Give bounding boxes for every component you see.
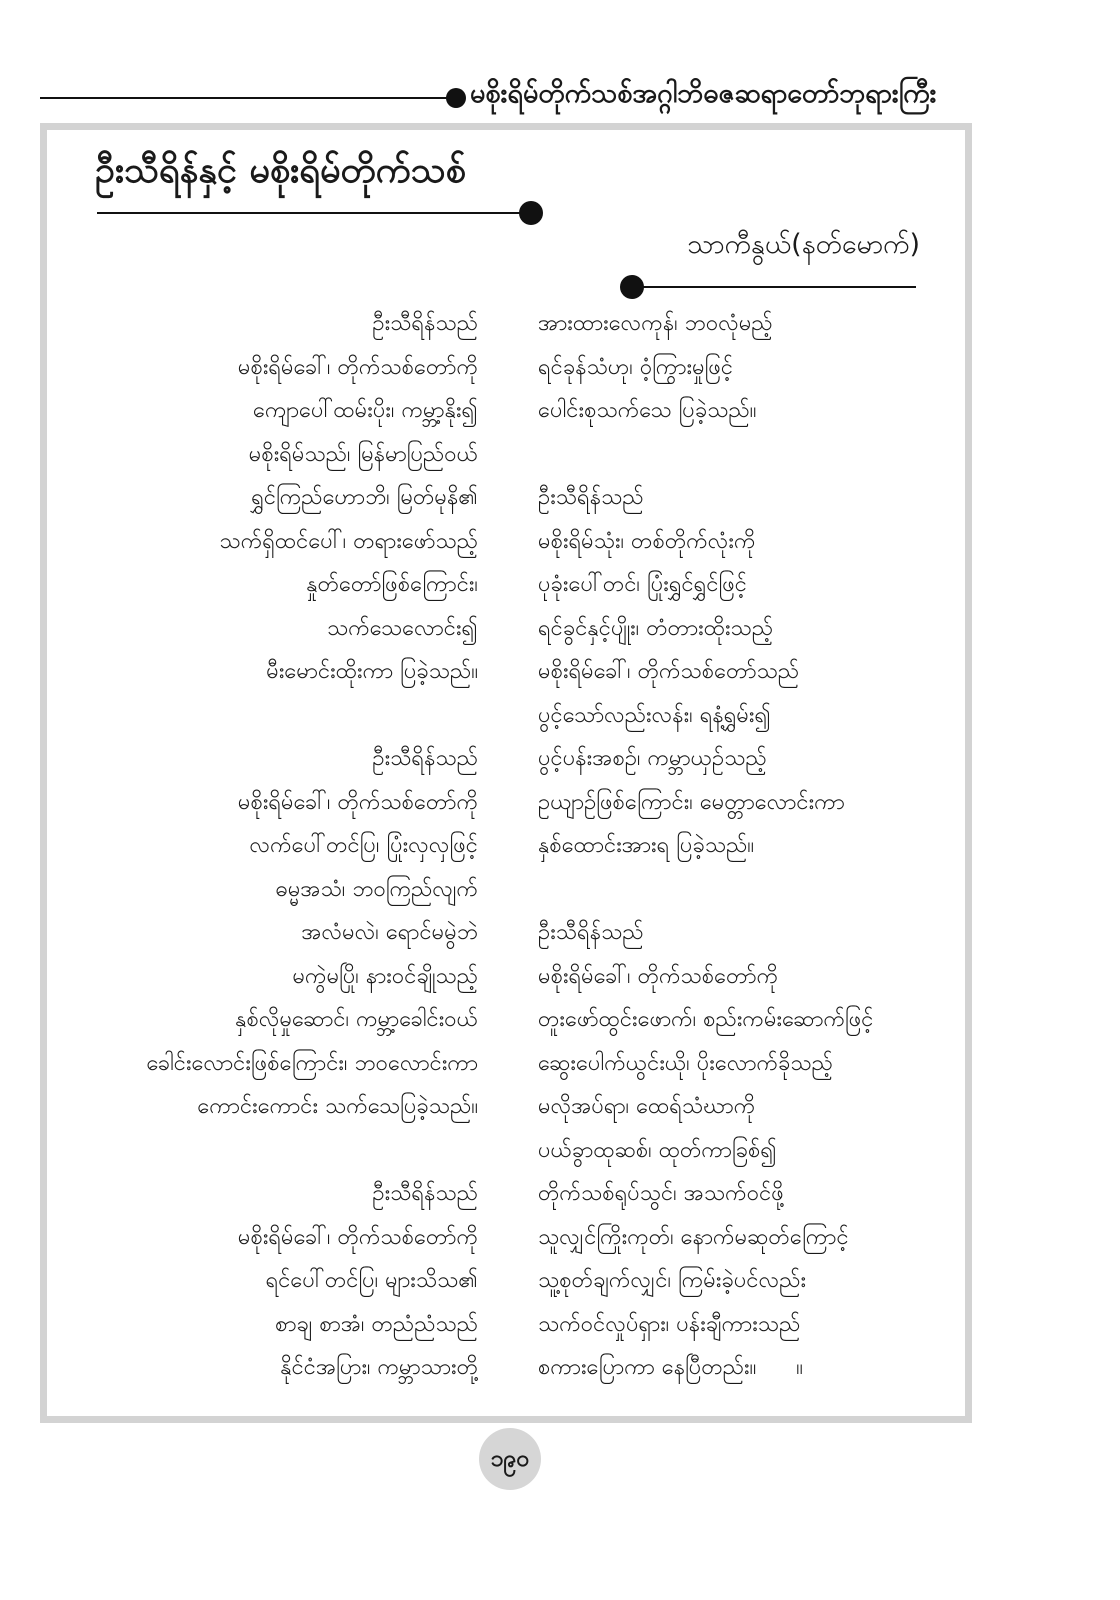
poem-line: မကွဲမပြို၊ နားဝင်ချိုသည့် bbox=[292, 963, 478, 989]
poem-end-mark: ။ bbox=[796, 1355, 803, 1380]
poem-line: စာချ စာအံ၊ တညံညံသည် bbox=[275, 1311, 478, 1337]
poem-line: ဓမ္မအသံ၊ ဘဝကြည်လျက် bbox=[275, 876, 478, 902]
title-underline bbox=[97, 212, 527, 214]
poem-line: မစိုးရိမ်ခေါ်၊ တိုက်သစ်တော်ကို bbox=[237, 354, 478, 380]
poem-line: သူ့စုတ်ချက်လျှင်၊ ကြမ်းခဲ့ပင်လည်း bbox=[538, 1268, 807, 1293]
poem-line: မစိုးရိမ်ခေါ်၊ တိုက်သစ်တော်သည် bbox=[538, 659, 800, 684]
poem-line: မစိုးရိမ်ခေါ်၊ တိုက်သစ်တော်ကို bbox=[538, 963, 779, 989]
poem-line: ဦးသီရိန်သည် bbox=[372, 1181, 478, 1206]
poem-line: ကောင်းကောင်း သက်သေပြခဲ့သည်။ bbox=[197, 1094, 478, 1119]
poem-line: ဦးသီရိန်သည် bbox=[372, 311, 478, 336]
stanza-break bbox=[60, 1129, 478, 1173]
poem-line: နိုင်ငံအပြား၊ ကမ္ဘာသားတို့ bbox=[280, 1355, 478, 1380]
stanza-break bbox=[60, 694, 478, 738]
poem-line: ရင်ပေါ်တင်ပြ၊ များသိသ၏ bbox=[265, 1268, 478, 1293]
poem-line: နှစ်လိုမှုဆောင်၊ ကမ္ဘာ့ခေါင်းဝယ် bbox=[235, 1007, 478, 1032]
stanza-break bbox=[538, 433, 948, 477]
poem-line: ရွှင်ကြည်ဟောဘိ၊ မြတ်မုနိ၏ bbox=[251, 485, 478, 510]
poem-line: ရင်ခုန်သံဟု၊ ဝံ့ကြွားမှုဖြင့် bbox=[538, 354, 734, 380]
poem-line: ခေါင်းလောင်းဖြစ်ကြောင်း၊ ဘဝလောင်းကာ bbox=[146, 1050, 478, 1076]
poem-line: သက်ရှိထင်ပေါ်၊ တရားဖော်သည့် bbox=[219, 528, 478, 554]
article-author: သာကီနွယ်(နတ်မောက်) bbox=[687, 229, 920, 260]
poem-line: အလံမလဲ၊ ရောင်မမွဲဘဲ bbox=[301, 920, 478, 945]
poem-line: ပွင့်ပန်းအစဉ်၊ ကမ္ဘာယှဉ်သည့် bbox=[538, 746, 767, 771]
title-bullet bbox=[519, 201, 543, 225]
poem-line: နှစ်ထောင်းအားရ ပြခဲ့သည်။ bbox=[538, 833, 755, 858]
poem-line: တိုက်သစ်ရုပ်သွင်၊ အသက်ဝင်ဖို့ bbox=[538, 1181, 784, 1206]
poem-line: မစိုးရိမ်သည်၊ မြန်မာပြည်ဝယ် bbox=[248, 441, 478, 467]
running-header-title: မစိုးရိမ်တိုက်သစ်အဂ္ဂါဘိဓဇဆရာတော်ဘုရားကြီး bbox=[470, 78, 937, 109]
page-number: ၁၉၀ bbox=[479, 1428, 541, 1490]
poem-line: ဦးသီရိန်သည် bbox=[538, 485, 644, 510]
poem-line: ပွင့်သော်လည်းလန်း၊ ရနံ့ရွှမ်း၍ bbox=[538, 702, 771, 728]
poem-line: သူလျှင်ကြိုးကုတ်၊ နောက်မဆုတ်ကြောင့် bbox=[538, 1224, 849, 1250]
poem-line: လက်ပေါ်တင်ပြ၊ ပြုံးလှလှဖြင့် bbox=[249, 833, 478, 858]
poem-line: ပုခုံးပေါ်တင်၊ ပြုံးရွှင်ရွှင်ဖြင့် bbox=[538, 572, 747, 597]
header-bullet bbox=[446, 88, 466, 108]
poem-right-column bbox=[538, 302, 948, 1390]
stanza-break bbox=[538, 868, 948, 912]
poem-line: ပယ်ခွာထုဆစ်၊ ထုတ်ကာခြစ်၍ bbox=[538, 1137, 777, 1163]
poem-line: မလိုအပ်ရာ၊ ထေရ်သံဃာကို bbox=[538, 1094, 756, 1119]
poem-line: ဦးသီရိန်သည် bbox=[538, 920, 644, 945]
poem-line: သက်သေလောင်း၍ bbox=[326, 615, 478, 641]
poem-line: အားထားလေကုန်၊ ဘဝလုံမည့် bbox=[538, 311, 773, 336]
poem-line: သက်ဝင်လှုပ်ရှား၊ ပန်းချီကားသည် bbox=[538, 1311, 801, 1337]
poem-line: ပေါင်းစုသက်သေ ပြခဲ့သည်။ bbox=[538, 398, 757, 423]
article-title: ဦးသီရိန်နှင့် မစိုးရိမ်တိုက်သစ် bbox=[95, 150, 466, 191]
poem-line: ဦးသီရိန်သည် bbox=[372, 746, 478, 771]
poem-line: မစိုးရိမ်ခေါ်၊ တိုက်သစ်တော်ကို bbox=[237, 789, 478, 815]
poem-line: တူးဖော်ထွင်းဖောက်၊ စည်းကမ်းဆောက်ဖြင့် bbox=[538, 1007, 874, 1032]
poem-line: ရင်ခွင်နှင့်ပျိုး၊ တံတားထိုးသည့် bbox=[538, 615, 774, 641]
poem-line: မစိုးရိမ်သုံး၊ တစ်တိုက်လုံးကို bbox=[538, 528, 756, 554]
header-rule bbox=[40, 97, 455, 99]
author-underline bbox=[630, 286, 916, 288]
poem-line: ဆွေးပေါက်ယွင်းယို၊ ပိုးလောက်ခိုသည့် bbox=[538, 1050, 833, 1076]
poem-line: မစိုးရိမ်ခေါ်၊ တိုက်သစ်တော်ကို bbox=[237, 1224, 478, 1250]
poem-left-column bbox=[60, 302, 478, 1390]
poem-line: ဥယျာဉ်ဖြစ်ကြောင်း၊ မေတ္တာလောင်းကာ bbox=[538, 789, 845, 815]
poem-line: နှုတ်တော်ဖြစ်ကြောင်း၊ bbox=[306, 572, 478, 597]
poem-line: မီးမောင်းထိုးကာ ပြခဲ့သည်။ bbox=[266, 659, 478, 684]
poem-line: ကျောပေါ်ထမ်းပိုး၊ ကမ္ဘာ့နိုး၍ bbox=[253, 398, 478, 423]
poem-line: စကားပြောကာ နေပြီတည်း။ ။ bbox=[538, 1355, 803, 1380]
